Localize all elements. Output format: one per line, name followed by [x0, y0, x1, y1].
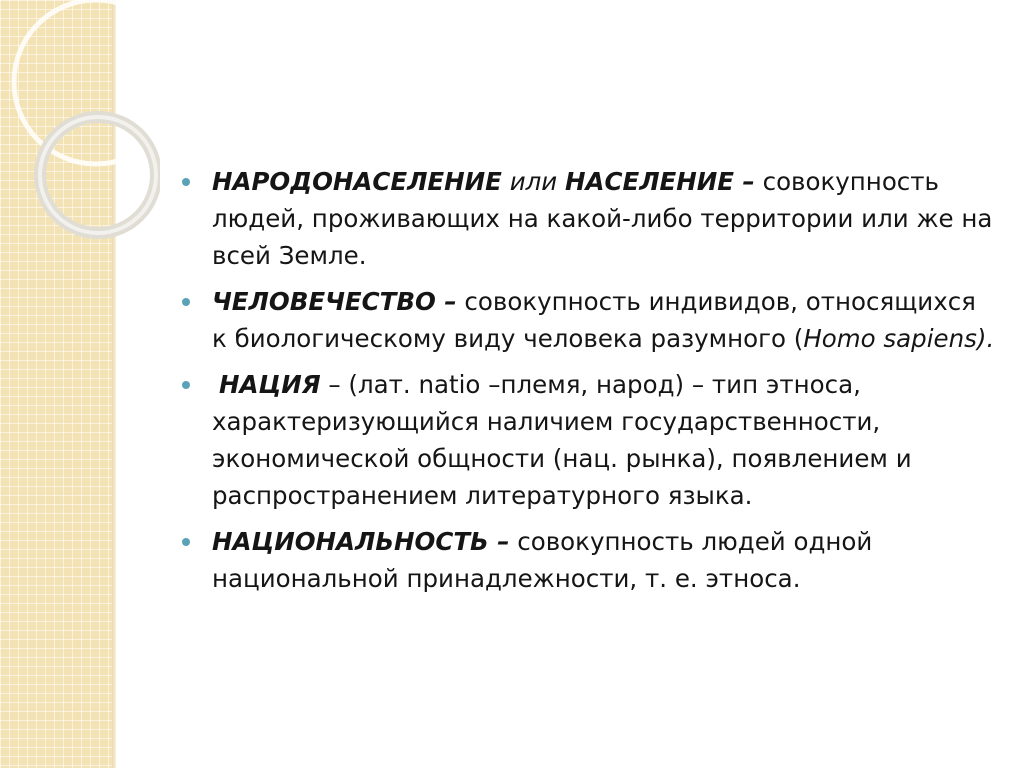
- term-natsionalnost: НАЦИОНАЛЬНОСТЬ –: [212, 527, 510, 556]
- definition-text: совокупность индивидов, относящихся к биологическому виду человека разумного (: [212, 287, 976, 353]
- definition-text: совокупность людей одной национальной принадлежности, т. е. этноса.: [212, 527, 873, 593]
- term-connector: или: [501, 167, 566, 196]
- term-natsiya: НАЦИЯ: [219, 370, 321, 399]
- bullet-icon: [182, 538, 190, 546]
- term-narodonaselenie: НАРОДОНАСЕЛЕНИЕ: [212, 167, 502, 196]
- list-item-population: [182, 163, 997, 274]
- decorative-rings: [0, 0, 160, 320]
- list-item-nation: [182, 366, 997, 514]
- definition-text: – (лат. natio –племя, народ) – тип этноса, характеризующийся наличием государственности, экономической общности (нац. рынка), появлением и распространением литературного языка.: [212, 370, 912, 510]
- definition-list: [182, 163, 997, 597]
- bullet-icon: [182, 298, 190, 306]
- latin-name: Homo sapiens).: [803, 324, 995, 353]
- bullet-icon: [182, 381, 190, 389]
- decorative-ring-middle-highlight: [40, 117, 156, 233]
- list-item-nationality: [182, 523, 997, 597]
- list-item-humanity: [182, 283, 997, 357]
- term-chelovechestvo: ЧЕЛОВЕЧЕСТВО –: [212, 287, 457, 316]
- slide-content: [182, 163, 997, 606]
- definition-text: совокупность людей, проживающих на какой-либо территории или же на всей Земле.: [212, 167, 993, 270]
- bullet-icon: [182, 178, 190, 186]
- term-naselenie: НАСЕЛЕНИЕ –: [565, 167, 755, 196]
